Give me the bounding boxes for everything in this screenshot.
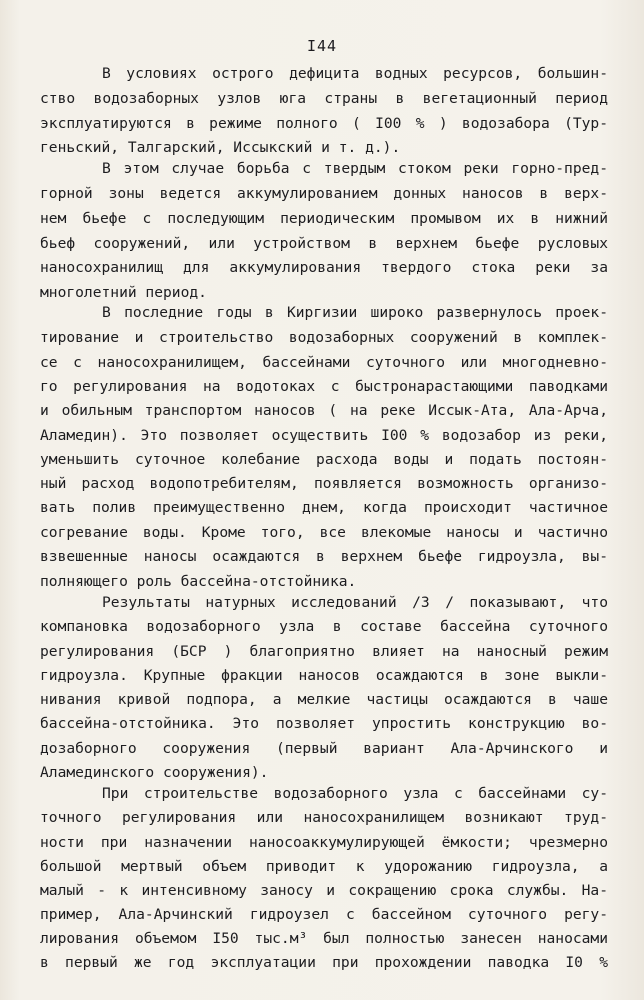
text-line: геньский, Талгарский, Иссыкский и т. д.). [40, 139, 401, 156]
text-line: наносохранилищ для аккумулирования твердого стока реки за [40, 259, 608, 276]
text-line: горной зоны ведется аккумулированием донных наносов в верх- [40, 185, 608, 202]
text-line: уменьшить суточное колебание расхода воды и подать постоян- [40, 451, 608, 468]
text-line: регулирования (БСР ) благоприятно влияет на наносный режим [40, 643, 608, 660]
text-line: ности при назначении наносоаккумулирующей ёмкости; чрезмерно [40, 834, 608, 851]
text-line: нем бьефе с последующим периодическим промывом их в нижний [40, 210, 608, 227]
text-line: В условиях острого дефицита водных ресурсов, большин- [102, 65, 608, 82]
text-line: Результаты натурных исследований /3 / показывают, что [102, 594, 608, 611]
text-line: взвешенные наносы осаждаются в верхнем бьефе гидроузла, вы- [40, 548, 608, 565]
text-line: дозаборного сооружения (первый вариант Ала-Арчинского и [40, 740, 608, 757]
text-line: бьеф сооружений, или устройством в верхнем бьефе русловых [40, 235, 608, 252]
text-line: многолетний период. [40, 284, 207, 301]
text-line: согревание воды. Кроме того, все влекомые наносы и частично [40, 524, 608, 541]
text-line: лирования объемом I50 тыс.м³ был полностью занесен наносами [40, 930, 608, 947]
text-line: компановка водозаборного узла в составе бассейна суточного [40, 618, 608, 635]
text-line: В этом случае борьба с твердым стоком реки горно-пред- [102, 160, 608, 177]
text-line: В последние годы в Киргизии широко развернулось проек- [102, 304, 608, 321]
text-line: гидроузла. Крупные фракции наносов осаждаются в зоне выкли- [40, 667, 608, 684]
text-line: полняющего роль бассейна-отстойника. [40, 573, 357, 590]
page-number: I44 [306, 37, 338, 55]
text-line: Аламедин). Это позволяет осуществить I00 % водозабор из реки, [40, 427, 608, 444]
text-line: Аламединского сооружения). [40, 764, 269, 781]
text-line: ство водозаборных узлов юга страны в вегетационный период [40, 90, 608, 107]
text-line: ный расход водопотребителям, появляется возможность организо- [40, 475, 608, 492]
text-line: и обильным транспортом наносов ( на реке Иссык-Ата, Ала-Арча, [40, 402, 608, 419]
text-line: точного регулирования или наносохранилищем возникают труд- [40, 809, 608, 826]
text-line: нивания кривой подпора, а мелкие частицы осаждаются в чаше [40, 691, 608, 708]
text-line: малый - к интенсивному заносу и сокращению срока службы. На- [40, 882, 608, 899]
text-line: в первый же год эксплуатации при прохождении паводка I0 % [40, 954, 608, 971]
text-line: При строительстве водозаборного узла с бассейнами су- [102, 785, 608, 802]
text-line: се с наносохранилищем, бассейнами суточного или многодневно- [40, 354, 608, 371]
text-line: пример, Ала-Арчинский гидроузел с бассейном суточного регу- [40, 906, 608, 923]
text-line: эксплуатируются в режиме полного ( I00 % ) водозабора (Тур- [40, 115, 608, 132]
text-line: тирование и строительство водозаборных сооружений в комплек- [40, 329, 608, 346]
text-line: большой мертвый объем приводит к удорожанию гидроузла, а [40, 858, 608, 875]
text-line: бассейна-отстойника. Это позволяет упростить конструкцию во- [40, 715, 608, 732]
text-line: вать полив преимущественно днем, когда происходит частичное [40, 499, 608, 516]
text-line: го регулирования на водотоках с быстронарастающими паводками [40, 378, 608, 395]
